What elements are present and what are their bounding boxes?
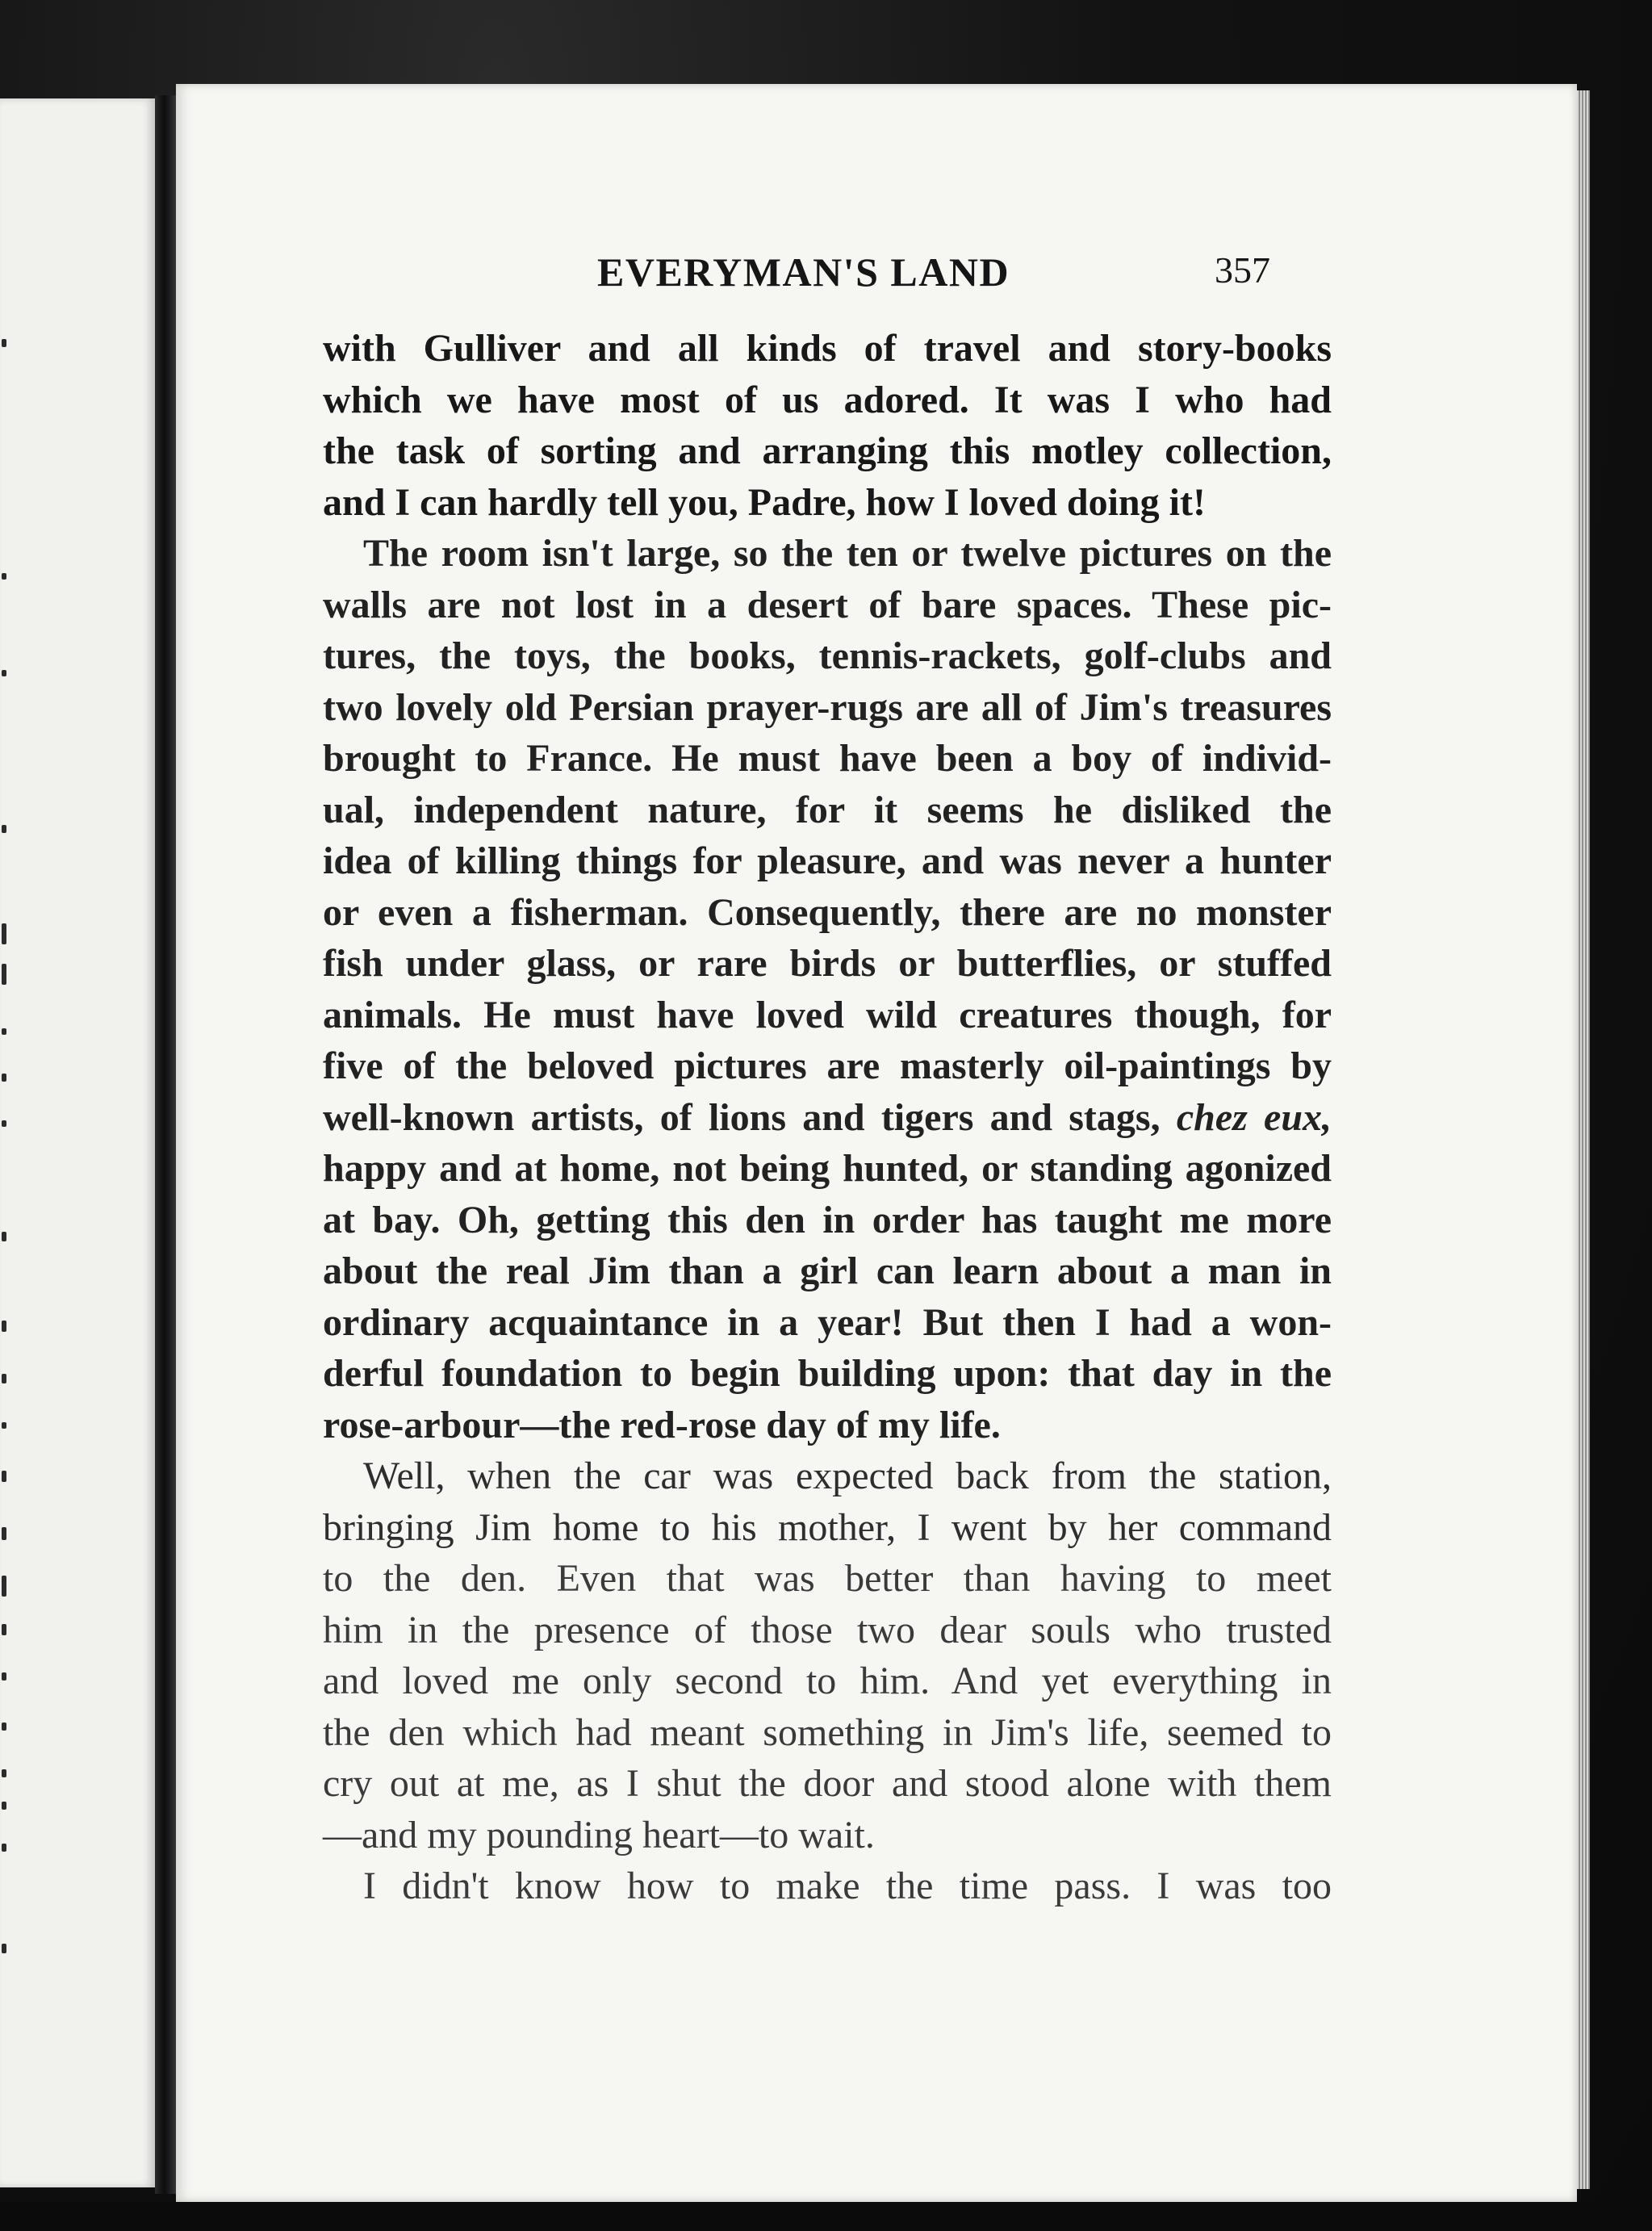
print-mark — [2, 1422, 6, 1429]
body-text — [323, 323, 1332, 1912]
text-line: brought to France. He must have been a boy of individ- — [323, 737, 1332, 780]
page-edges — [1577, 90, 1590, 2189]
text-line: rose-arbour—the red-rose day of my life. — [323, 1403, 1001, 1446]
text-line: which we have most of us adored. It was I who had — [323, 378, 1332, 421]
facing-page-edge — [0, 98, 155, 2187]
text-line: him in the presence of those two dear souls who trusted — [323, 1608, 1332, 1651]
print-mark — [2, 1074, 6, 1082]
text-line: tures, the toys, the books, tennis-rackets, golf-clubs and — [323, 634, 1332, 677]
scanner-bottom-edge — [0, 2202, 1652, 2231]
print-mark — [2, 1471, 6, 1482]
text-line: ual, independent nature, for it seems he disliked the — [323, 788, 1332, 831]
text-line: Well, when the car was expected back from the station, — [363, 1455, 1332, 1497]
text-line: and I can hardly tell you, Padre, how I loved doing it! — [323, 480, 1206, 524]
print-mark — [2, 1624, 6, 1635]
text-line: bringing Jim home to his mother, I went by her command — [323, 1505, 1332, 1549]
print-mark — [2, 1802, 6, 1810]
print-mark — [2, 825, 6, 833]
text-line: five of the beloved pictures are masterly oil-paintings by — [323, 1044, 1332, 1087]
text-line: animals. He must have loved wild creatures though, for — [323, 993, 1332, 1036]
text-line: —and my pounding heart—to wait. — [323, 1813, 875, 1856]
text-line: and loved me only second to him. And yet everything in — [323, 1660, 1332, 1702]
print-mark — [2, 573, 6, 580]
page-number: 357 — [1215, 249, 1270, 291]
text-line: I didn't know how to make the time pass. I was too — [363, 1865, 1332, 1907]
print-mark — [2, 1769, 6, 1777]
text-line: two lovely old Persian prayer-rugs are all of Jim's treasures — [323, 685, 1332, 729]
print-mark — [2, 339, 6, 347]
text-line: with Gulliver and all kinds of travel and story-books — [323, 327, 1332, 370]
print-mark — [2, 1120, 6, 1127]
print-mark — [2, 923, 6, 944]
print-mark — [2, 670, 6, 676]
italic-phrase: chez eux, — [1176, 1095, 1332, 1139]
print-mark — [2, 1576, 6, 1597]
running-head: EVERYMAN'S LAND — [597, 249, 1010, 295]
print-mark — [2, 1527, 6, 1540]
text-line: about the real Jim than a girl can learn about a man in — [323, 1249, 1332, 1292]
text-line: at bay. Oh, getting this den in order has taught me more — [323, 1198, 1332, 1241]
text-line: ordinary acquaintance in a year! But then I had a won- — [323, 1300, 1332, 1344]
print-mark — [2, 1844, 6, 1852]
book-gutter — [155, 95, 178, 2194]
text-line: idea of killing things for pleasure, and was never a hunter — [323, 839, 1332, 882]
text-segment: well-known artists, of lions and tigers and stags, — [323, 1095, 1161, 1139]
text-line: derful foundation to begin building upon: that day in the — [323, 1352, 1332, 1395]
print-mark — [2, 1672, 6, 1681]
text-line: or even a fisherman. Consequently, there are no monster — [323, 890, 1332, 934]
text-line: happy and at home, not being hunted, or standing agonized — [323, 1147, 1332, 1190]
text-line-with-italic — [323, 1092, 1332, 1144]
print-mark — [2, 1321, 6, 1332]
text-line: the task of sorting and arranging this motley collection, — [323, 429, 1332, 472]
print-mark — [2, 1232, 6, 1241]
text-line: the den which had meant something in Jim's life, seemed to — [323, 1710, 1332, 1754]
text-line: cry out at me, as I shut the door and stood alone with them — [323, 1762, 1332, 1805]
text-line: walls are not lost in a desert of bare spaces. These pic- — [323, 583, 1332, 626]
text-line: to the den. Even that was better than having to meet — [323, 1557, 1332, 1600]
print-mark — [2, 1028, 6, 1035]
text-line: fish under glass, or rare birds or butterflies, or stuffed — [323, 942, 1332, 985]
print-mark — [2, 1944, 6, 1953]
print-mark — [2, 1374, 6, 1383]
print-mark — [2, 1722, 6, 1731]
print-mark — [2, 964, 6, 985]
text-line: The room isn't large, so the ten or twelve pictures on the — [363, 532, 1332, 575]
